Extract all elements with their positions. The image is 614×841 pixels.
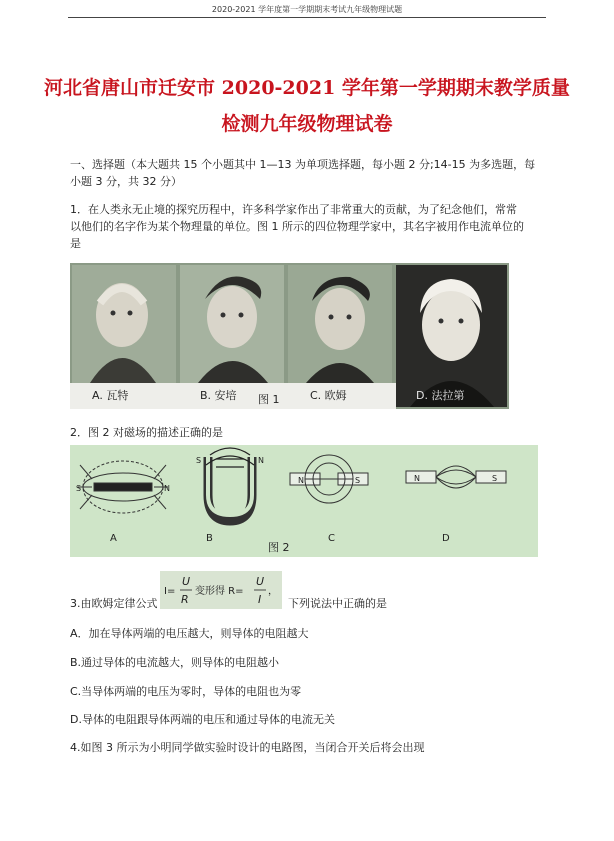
section-intro-line1: 一、选择题（本大题共 15 个小题其中 1—13 为单项选择题，每小题 2 分;14-15 为多选题，每: [70, 158, 536, 171]
diagram-a-bar-magnet: [78, 461, 168, 513]
diagram-b-u-magnet: [206, 448, 254, 521]
formula-r: R: [181, 593, 189, 606]
portrait-a: [72, 265, 176, 383]
portrait-d: [396, 265, 507, 407]
formula-mid: 变形得 R=: [195, 586, 244, 597]
diagram-b-pole-s: S: [196, 456, 202, 465]
q3-option-c: C.当导体两端的电压为零时，导体的电阻也为零: [70, 685, 302, 698]
fig1-option-b: B. 安培: [200, 389, 237, 402]
diagram-a-pole-s: S: [76, 484, 82, 493]
diagram-d-pole-n: N: [414, 474, 420, 483]
diagram-d-like-poles: [406, 466, 506, 488]
q3-option-a: A．加在导体两端的电压越大，则导体的电阻越大: [70, 627, 309, 640]
q3-suffix: 下列说法中正确的是: [288, 597, 387, 610]
exam-title-line2: 检测九年级物理试卷: [221, 113, 393, 135]
q3-option-d: D.导体的电阻跟导体两端的电压和通过导体的电流无关: [70, 713, 335, 726]
fig2-option-b: B: [206, 533, 213, 544]
section-intro-line2: 小题 3 分，共 32 分）: [70, 175, 182, 188]
q3-option-b: B.通过导体的电流越大，则导体的电阻越小: [70, 656, 280, 669]
q2-text: 2．图 2 对磁场的描述正确的是: [70, 426, 223, 439]
exam-title-line1: 河北省唐山市迁安市 2020-2021 学年第一学期期末教学质量: [44, 77, 570, 99]
figure-2-magnetic-fields: [70, 445, 538, 557]
fig2-label: 图 2: [268, 541, 290, 554]
formula-i2: I: [258, 593, 262, 606]
fig1-label: 图 1: [258, 393, 280, 406]
page-header: 2020-2021 学年度第一学期期末考试九年级物理试题: [211, 5, 403, 14]
diagram-d-pole-s: S: [492, 474, 498, 483]
diagram-a-pole-n: N: [164, 484, 170, 493]
diagram-c-pole-n: N: [298, 476, 304, 485]
fig1-option-c: C. 欧姆: [310, 389, 347, 402]
fig2-option-d: D: [442, 533, 450, 544]
formula-end: ，: [268, 586, 278, 597]
formula-u: U: [182, 575, 191, 588]
fig2-option-a: A: [110, 533, 117, 544]
figure-1-portraits: [70, 263, 509, 409]
formula-u2: U: [256, 575, 265, 588]
fig1-option-a: A. 瓦特: [92, 389, 129, 402]
q1-line2: 以他们的名字作为某个物理量的单位。图 1 所示的四位物理学家中，其名字被用作电流单位的: [70, 220, 524, 233]
q4-text: 4.如图 3 所示为小明同学做实验时设计的电路图，当闭合开关后将会出现: [70, 741, 425, 754]
fig2-option-c: C: [328, 533, 335, 544]
q1-line3: 是: [70, 237, 81, 250]
portrait-c: [288, 265, 392, 383]
fig1-option-d: D. 法拉第: [416, 389, 465, 402]
header-divider: [68, 17, 546, 18]
diagram-b-pole-n: N: [258, 456, 264, 465]
formula-i-eq: I=: [164, 586, 176, 597]
q1-line1: 1．在人类永无止境的探究历程中，许多科学家作出了非常重大的贡献，为了纪念他们，常常: [70, 203, 517, 216]
diagram-c-pole-s: S: [355, 476, 361, 485]
q3-prefix: 3.由欧姆定律公式: [70, 597, 158, 610]
portrait-b: [180, 265, 284, 383]
ohm-formula: [160, 571, 282, 609]
